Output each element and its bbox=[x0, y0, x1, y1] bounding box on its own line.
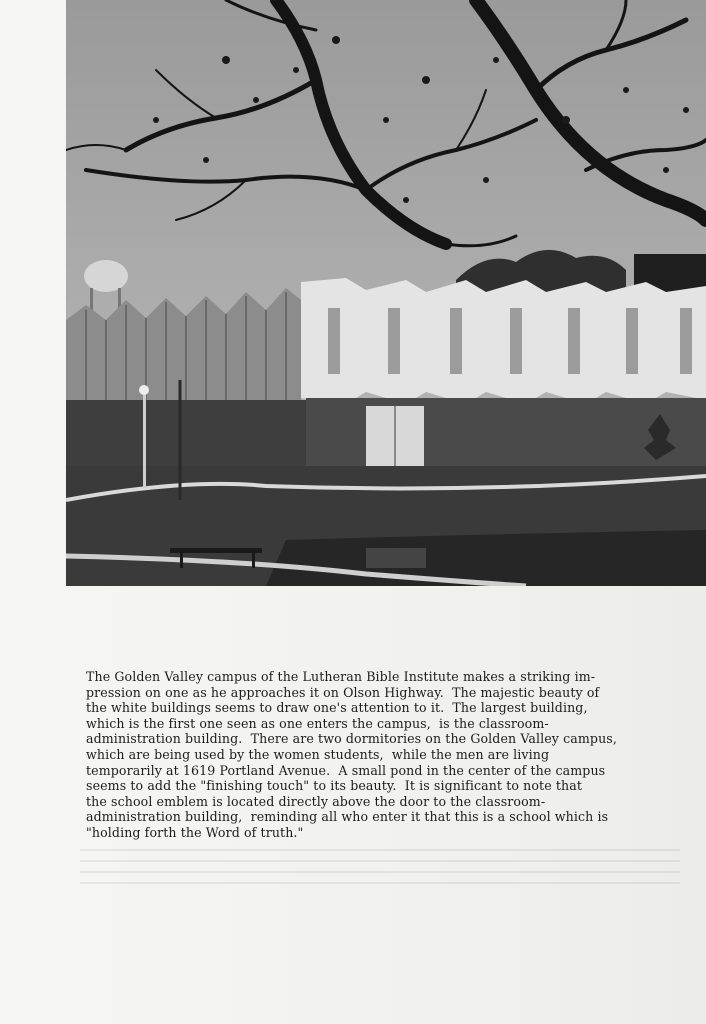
caption-line: temporarily at 1619 Portland Avenue. A small pond in the center of the campus bbox=[86, 762, 606, 778]
caption-line: The Golden Valley campus of the Lutheran Bible Institute makes a striking im- bbox=[86, 669, 596, 684]
caption-line: which is the first one seen as one enters the campus, is the classroom- bbox=[86, 715, 549, 731]
caption-line: which are being used by the women students, while the men are living bbox=[86, 746, 550, 762]
caption-paragraph bbox=[86, 669, 702, 841]
caption-line: administration building, reminding all who enter it that this is a school which is bbox=[86, 809, 609, 825]
caption-line: seems to add the "finishing touch" to its beauty. It is significant to note that bbox=[86, 778, 582, 794]
campus-photo bbox=[66, 0, 706, 586]
caption-line: the white buildings seems to draw one's attention to it. The largest building, bbox=[86, 700, 588, 716]
caption-line: "holding forth the Word of truth." bbox=[86, 824, 304, 840]
caption-line: pression on one as he approaches it on Olson Highway. The majestic beauty of bbox=[86, 684, 600, 700]
caption-line: administration building. There are two dormitories on the Golden Valley campus, bbox=[86, 731, 617, 747]
bleed-through-text bbox=[80, 840, 680, 900]
caption-line: the school emblem is located directly above the door to the classroom- bbox=[86, 793, 546, 809]
